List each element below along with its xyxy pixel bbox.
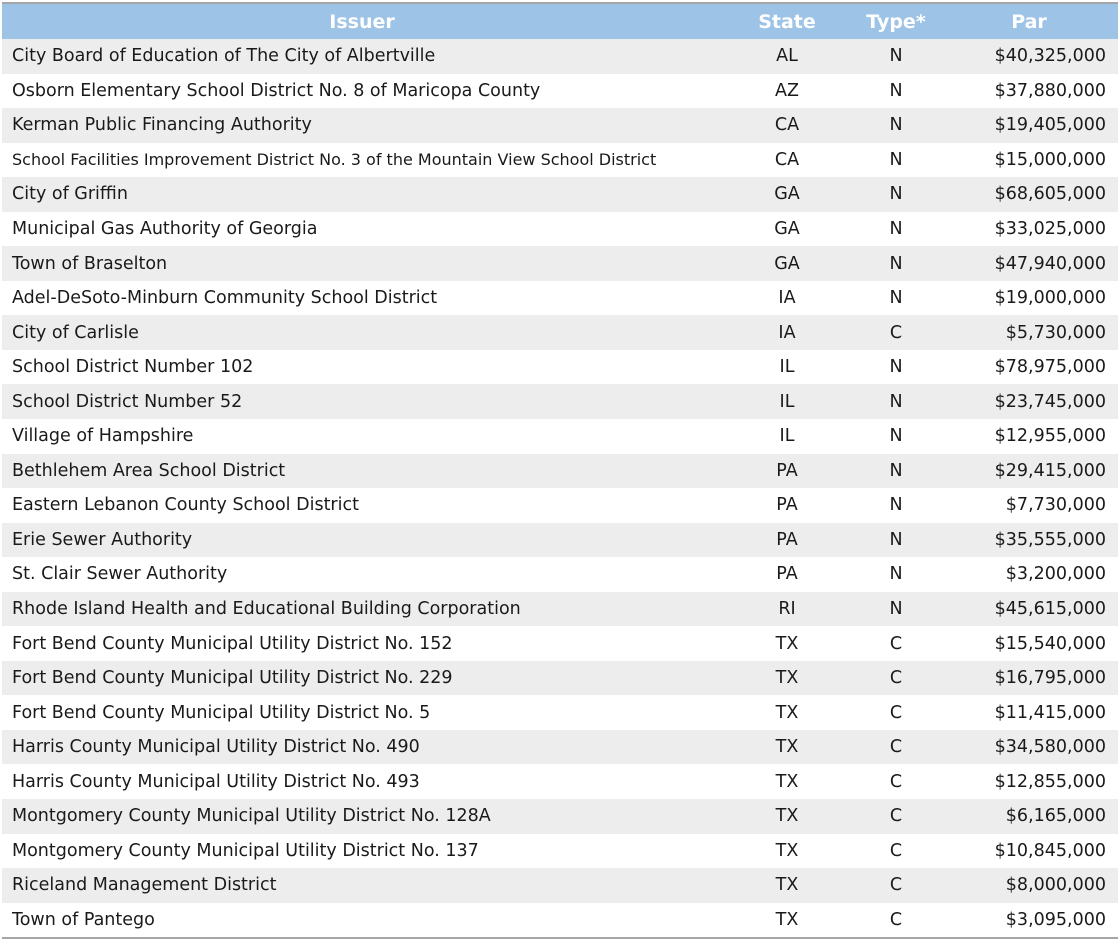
state-cell: PA <box>776 564 798 585</box>
state-cell: GA <box>774 219 800 239</box>
issuer-cell: Fort Bend County Municipal Utility District No. 5 <box>12 702 431 723</box>
par-cell: $29,415,000 <box>994 460 1106 481</box>
table-row <box>2 419 1118 454</box>
type-cell: C <box>889 875 903 896</box>
column-header-type: Type* <box>866 10 926 33</box>
header-row <box>2 3 1118 39</box>
type-cell: N <box>889 391 903 412</box>
table-row <box>2 281 1118 316</box>
par-cell: $3,095,000 <box>1005 909 1106 930</box>
table-row <box>2 315 1118 350</box>
par-cell: $68,605,000 <box>994 184 1106 205</box>
par-cell: $12,955,000 <box>994 426 1106 447</box>
table-row <box>2 557 1118 592</box>
issuer-cell: Riceland Management District <box>12 875 277 896</box>
issuer-cell: Town of Braselton <box>12 253 168 274</box>
type-cell: N <box>889 253 903 274</box>
type-cell: C <box>889 668 903 689</box>
type-cell: N <box>889 495 903 516</box>
issuer-cell: School District Number 102 <box>12 357 254 378</box>
issuer-cell: Montgomery County Municipal Utility District No. 128A <box>12 806 491 827</box>
issuer-cell: Adel-DeSoto-Minburn Community School District <box>12 288 438 309</box>
table-row <box>2 592 1118 627</box>
type-cell: N <box>889 357 903 378</box>
table-row <box>2 143 1118 178</box>
type-cell: C <box>889 702 903 723</box>
table-row <box>2 384 1118 419</box>
issuer-cell: St. Clair Sewer Authority <box>12 564 228 585</box>
table-row <box>2 834 1118 869</box>
table-row <box>2 212 1118 247</box>
issuer-cell: City of Carlisle <box>12 322 139 343</box>
state-cell: TX <box>775 806 799 827</box>
state-cell: CA <box>774 149 800 170</box>
par-cell: $35,555,000 <box>994 529 1106 550</box>
issuance-table-container <box>2 2 1118 939</box>
state-cell: AZ <box>775 80 799 101</box>
type-cell: C <box>889 633 903 654</box>
table-row <box>2 350 1118 385</box>
state-cell: PA <box>776 495 798 516</box>
state-cell: GA <box>774 253 800 274</box>
issuance-table <box>2 2 1118 939</box>
par-cell: $15,540,000 <box>994 633 1106 654</box>
state-cell: TX <box>775 840 799 861</box>
par-cell: $78,975,000 <box>994 357 1106 378</box>
par-cell: $19,000,000 <box>994 288 1106 309</box>
par-cell: $34,580,000 <box>994 737 1106 758</box>
type-cell: N <box>889 149 903 170</box>
issuer-cell: Osborn Elementary School District No. 8 of Maricopa County <box>12 80 541 101</box>
par-cell: $23,745,000 <box>994 391 1106 412</box>
type-cell: N <box>889 288 903 309</box>
par-cell: $40,325,000 <box>994 46 1106 67</box>
type-cell: N <box>889 115 903 136</box>
state-cell: IL <box>779 357 795 378</box>
table-header <box>2 3 1118 39</box>
state-cell: TX <box>775 875 799 896</box>
par-cell: $12,855,000 <box>994 771 1106 792</box>
table-row <box>2 799 1118 834</box>
table-row <box>2 868 1118 903</box>
table-row <box>2 488 1118 523</box>
type-cell: C <box>889 840 903 861</box>
table-row <box>2 903 1118 939</box>
type-cell: C <box>889 322 903 343</box>
table-row <box>2 730 1118 765</box>
state-cell: IL <box>779 426 795 447</box>
state-cell: PA <box>776 460 798 481</box>
state-cell: IL <box>779 391 795 412</box>
state-cell: TX <box>775 633 799 654</box>
issuer-cell: Montgomery County Municipal Utility District No. 137 <box>12 840 479 861</box>
issuer-cell: Fort Bend County Municipal Utility District No. 152 <box>12 633 453 654</box>
table-row <box>2 661 1118 696</box>
issuer-cell: Bethlehem Area School District <box>12 460 286 481</box>
issuer-cell: Harris County Municipal Utility District No. 490 <box>12 737 420 758</box>
table-row <box>2 695 1118 730</box>
issuer-cell: City of Griffin <box>12 184 128 205</box>
state-cell: PA <box>776 529 798 550</box>
column-header-issuer: Issuer <box>329 10 395 33</box>
type-cell: N <box>889 426 903 447</box>
issuer-cell: Harris County Municipal Utility District No. 493 <box>12 771 420 792</box>
table-row <box>2 626 1118 661</box>
par-cell: $7,730,000 <box>1005 495 1106 516</box>
par-cell: $15,000,000 <box>994 149 1106 170</box>
issuer-cell: Town of Pantego <box>12 909 155 930</box>
issuer-cell: Village of Hampshire <box>12 426 194 447</box>
type-cell: C <box>889 737 903 758</box>
type-cell: N <box>889 80 903 101</box>
table-row <box>2 74 1118 109</box>
table-row <box>2 108 1118 143</box>
state-cell: TX <box>775 909 799 930</box>
type-cell: N <box>889 599 903 620</box>
state-cell: RI <box>778 599 796 620</box>
table-row <box>2 39 1118 74</box>
type-cell: N <box>889 184 903 205</box>
state-cell: AL <box>776 46 798 67</box>
type-cell: C <box>889 771 903 792</box>
state-cell: CA <box>774 115 800 136</box>
par-cell: $47,940,000 <box>994 253 1106 274</box>
table-row <box>2 523 1118 558</box>
state-cell: TX <box>775 771 799 792</box>
par-cell: $16,795,000 <box>994 668 1106 689</box>
issuer-cell: School District Number 52 <box>12 391 243 412</box>
par-cell: $8,000,000 <box>1005 875 1106 896</box>
table-row <box>2 246 1118 281</box>
type-cell: N <box>889 529 903 550</box>
column-header-state: State <box>758 10 816 33</box>
issuer-cell: School Facilities Improvement District No. 3 of the Mountain View School District <box>12 150 657 170</box>
type-cell: C <box>889 806 903 827</box>
par-cell: $11,415,000 <box>994 702 1106 723</box>
type-cell: N <box>889 219 903 239</box>
issuer-cell: Erie Sewer Authority <box>12 529 193 550</box>
table-row <box>2 177 1118 212</box>
issuer-cell: Rhode Island Health and Educational Building Corporation <box>12 599 521 620</box>
par-cell: $33,025,000 <box>994 219 1106 239</box>
issuer-cell: Eastern Lebanon County School District <box>12 495 359 516</box>
state-cell: IA <box>778 288 796 309</box>
type-cell: N <box>889 460 903 481</box>
issuer-cell: City Board of Education of The City of Albertville <box>12 46 436 67</box>
state-cell: IA <box>778 322 796 343</box>
column-header-par: Par <box>1011 10 1047 33</box>
state-cell: TX <box>775 668 799 689</box>
par-cell: $5,730,000 <box>1005 322 1106 343</box>
table-body <box>2 39 1118 938</box>
table-row <box>2 454 1118 489</box>
par-cell: $45,615,000 <box>994 599 1106 620</box>
par-cell: $6,165,000 <box>1005 806 1106 827</box>
state-cell: GA <box>774 184 800 205</box>
par-cell: $37,880,000 <box>994 80 1106 101</box>
par-cell: $19,405,000 <box>994 115 1106 136</box>
issuer-cell: Kerman Public Financing Authority <box>12 115 312 136</box>
type-cell: C <box>889 909 903 930</box>
type-cell: N <box>889 46 903 67</box>
table-row <box>2 764 1118 799</box>
par-cell: $3,200,000 <box>1005 564 1106 585</box>
par-cell: $10,845,000 <box>994 840 1106 861</box>
type-cell: N <box>889 564 903 585</box>
issuer-cell: Fort Bend County Municipal Utility District No. 229 <box>12 668 453 689</box>
issuer-cell: Municipal Gas Authority of Georgia <box>12 219 318 239</box>
state-cell: TX <box>775 702 799 723</box>
state-cell: TX <box>775 737 799 758</box>
